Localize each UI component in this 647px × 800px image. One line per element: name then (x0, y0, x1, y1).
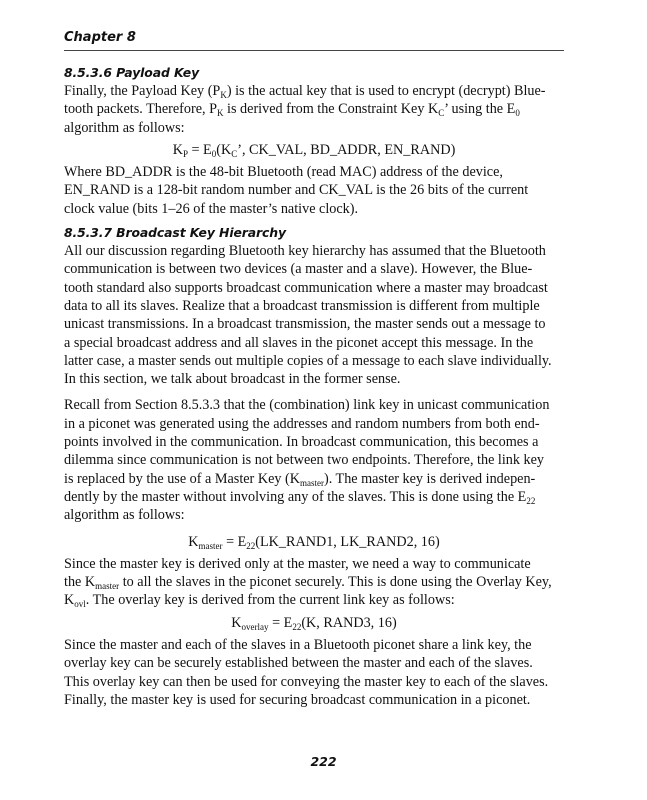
paragraph-line: Finally, the Payload Key $(P_K)$ is the actual key that is used to encrypt (decrypt) Blue- (64, 83, 546, 100)
paragraph-line: algorithm as follows: (64, 507, 185, 524)
paragraph-line: Finally, the master key is used for securing broadcast communication in a piconet. (64, 691, 531, 708)
header-rule (64, 50, 564, 51)
paragraph-line: $K_{ovl}$. The overlay key is derived from the current link key as follows: (64, 592, 455, 610)
page-content (64, 62, 564, 709)
paragraph-line: data to all its slaves. Realize that a broadcast transmission is different from multiple (64, 297, 540, 314)
paragraph-line: Since the master key is derived only at the master, we need a way to communicate (64, 555, 531, 572)
equation-overlay-key: $K_{overlay} = E_{22}(K$, RAND3, 16) (231, 614, 397, 632)
paragraph-line: dently by the master without involving any of the slaves. This is done using the $E_{22}$ (64, 488, 536, 506)
paragraph-line: Recall from Section 8.5.3.3 that the (combination) link key in unicast communication (64, 397, 550, 414)
page-number: 222 (310, 754, 337, 769)
equation-master-key: $K_{master}$ = $E_{22}(LK\_RAND1$, LK_RAND2, 16) (188, 533, 440, 551)
paragraph-line: a special broadcast address and all slaves in the piconet accept this message. In the (64, 334, 534, 351)
paragraph-line: in a piconet was generated using the addresses and random numbers from both end- (64, 415, 540, 432)
section-heading-payload-key: 8.5.3.6 Payload Key (64, 65, 200, 80)
paragraph-line: is replaced by the use of a Master Key $(K_{master})$. The master key is derived indepen- (64, 470, 536, 488)
equation-payload-key: $K_P = E_0(K_C$’, CK_VAL, BD_ADDR, EN_RAND) (172, 141, 456, 159)
paragraph-line: communication is between two devices (a master and a slave). However, the Blue- (64, 261, 533, 278)
paragraph-line: the $K_{master}$ to all the slaves in the piconet securely. This is done using the Overlay Key, (64, 574, 552, 592)
paragraph-line: EN_RAND is a 128-bit random number and CK_VAL is the 26 bits of the current (64, 182, 529, 199)
paragraph-line: All our discussion regarding Bluetooth key hierarchy has assumed that the Bluetooth (64, 243, 546, 260)
paragraph-line: unicast transmissions. In a broadcast transmission, the master sends out a message to (64, 316, 546, 333)
section-heading-broadcast-key-hierarchy: 8.5.3.7 Broadcast Key Hierarchy (64, 225, 287, 241)
chapter-header: Chapter 8 (64, 30, 136, 45)
paragraph-line: clock value (bits 1–26 of the master’s native clock). (64, 200, 359, 217)
paragraph-line: points involved in the communication. In broadcast communication, this becomes a (64, 434, 539, 451)
paragraph-line: Where BD_ADDR is the 48-bit Bluetooth (read MAC) address of the device, (64, 164, 503, 181)
paragraph-line: algorithm as follows: (64, 119, 185, 136)
paragraph-line: tooth standard also supports broadcast communication where a master may broadcast (64, 279, 548, 296)
paragraph-line: tooth packets. Therefore, $P_K$ is derived from the Constraint Key $K_C$’ using the $E_0$ (64, 101, 520, 119)
paragraph-line: Since the master and each of the slaves in a Bluetooth piconet share a link key, the (64, 637, 532, 654)
paragraph-line: latter case, a master sends out multiple copies of a message to each slave individually. (64, 352, 552, 369)
paragraph-line: dilemma since communication is not between two endpoints. Therefore, the link key (64, 452, 545, 469)
paragraph-line: In this section, we talk about broadcast in the former sense. (64, 371, 401, 388)
paragraph-line: This overlay key can then be used for conveying the master key to each of the slaves. (64, 673, 549, 690)
paragraph-line: overlay key can be securely established between the master and each of the slaves. (64, 655, 533, 672)
